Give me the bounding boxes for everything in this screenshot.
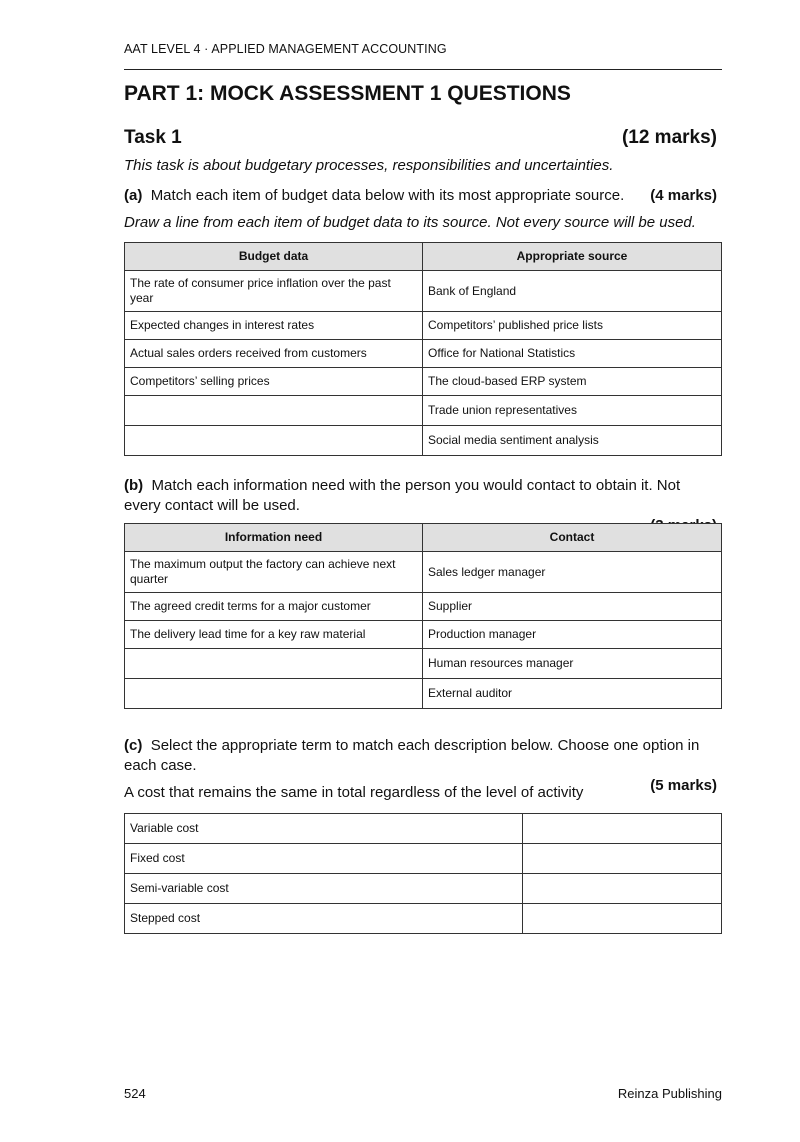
header-rule: [124, 69, 722, 70]
source-cell[interactable]: Bank of England: [423, 271, 722, 312]
selection-cell[interactable]: [523, 814, 722, 844]
source-cell[interactable]: Office for National Statistics: [423, 340, 722, 368]
task-marks: (12 marks): [621, 127, 717, 148]
information-need-cell: [125, 649, 423, 679]
budget-data-cell[interactable]: The rate of consumer price inflation over the past year: [125, 271, 423, 312]
part-a-text: Match each item of budget data below with its most appropriate source.: [150, 187, 625, 204]
source-cell[interactable]: Competitors’ published price lists: [423, 312, 722, 340]
task-heading: [124, 127, 717, 149]
selection-cell[interactable]: [523, 904, 722, 934]
table-header-row: [125, 524, 722, 552]
part-a-instruction: Draw a line from each item of budget data to its source. Not every source will be used.: [124, 214, 696, 231]
part-c-letter: (c): [124, 737, 143, 754]
budget-data-cell[interactable]: Competitors’ selling prices: [125, 368, 423, 396]
table-row: [125, 679, 722, 709]
table-row: [125, 271, 722, 312]
contact-cell[interactable]: External auditor: [423, 679, 722, 709]
table-row: [125, 621, 722, 649]
part-c-description: A cost that remains the same in total regardless of the level of activity: [124, 784, 584, 801]
part-c-marks: (5 marks): [650, 777, 717, 794]
budget-data-cell[interactable]: Actual sales orders received from customers: [125, 340, 423, 368]
column-header: Contact: [423, 524, 722, 552]
column-header: Budget data: [125, 243, 423, 271]
term-option[interactable]: Semi-variable cost: [125, 874, 523, 904]
publisher-name: Reinza Publishing: [617, 1086, 722, 1101]
table-row: [125, 593, 722, 621]
information-need-table: [124, 523, 722, 709]
table-row: [125, 649, 722, 679]
table-row: [125, 904, 722, 934]
task-intro: This task is about budgetary processes, responsibilities and uncertainties.: [124, 157, 614, 174]
information-need-cell[interactable]: The maximum output the factory can achieve next quarter: [125, 552, 423, 593]
task-title: Task 1: [124, 127, 182, 148]
selection-cell[interactable]: [523, 874, 722, 904]
part-title: PART 1: MOCK ASSESSMENT 1 QUESTIONS: [124, 82, 571, 105]
contact-cell[interactable]: Supplier: [423, 593, 722, 621]
column-header: Information need: [125, 524, 423, 552]
information-need-cell: [125, 679, 423, 709]
part-a-marks: (4 marks): [650, 187, 717, 204]
information-need-cell[interactable]: The agreed credit terms for a major customer: [125, 593, 423, 621]
budget-data-table: [124, 242, 722, 456]
table-row: [125, 340, 722, 368]
table-row: [125, 874, 722, 904]
table-row: [125, 396, 722, 426]
information-need-cell[interactable]: The delivery lead time for a key raw material: [125, 621, 423, 649]
part-b-letter: (b): [124, 477, 144, 494]
budget-data-cell[interactable]: Expected changes in interest rates: [125, 312, 423, 340]
table-row: [125, 814, 722, 844]
table-row: [125, 426, 722, 456]
table-header-row: [125, 243, 722, 271]
part-b-text: Match each information need with the person you would contact to obtain it. Not every contact will be used.: [124, 477, 681, 514]
part-a-letter: (a): [124, 187, 143, 204]
selection-cell[interactable]: [523, 844, 722, 874]
source-cell[interactable]: Trade union representatives: [423, 396, 722, 426]
column-header: Appropriate source: [423, 243, 722, 271]
budget-data-cell: [125, 396, 423, 426]
term-option[interactable]: Stepped cost: [125, 904, 523, 934]
term-selection-table: [124, 813, 722, 934]
table-row: [125, 368, 722, 396]
table-row: [125, 844, 722, 874]
page-number: 524: [124, 1086, 146, 1101]
part-c-text: Select the appropriate term to match each description below. Choose one option in each case.: [124, 737, 700, 774]
source-cell[interactable]: Social media sentiment analysis: [423, 426, 722, 456]
table-row: [125, 552, 722, 593]
term-option[interactable]: Fixed cost: [125, 844, 523, 874]
running-head: AAT LEVEL 4 · APPLIED MANAGEMENT ACCOUNTING: [124, 42, 447, 56]
part-a-question: [124, 186, 717, 206]
source-cell[interactable]: The cloud-based ERP system: [423, 368, 722, 396]
budget-data-cell: [125, 426, 423, 456]
contact-cell[interactable]: Human resources manager: [423, 649, 722, 679]
term-option[interactable]: Variable cost: [125, 814, 523, 844]
table-row: [125, 312, 722, 340]
contact-cell[interactable]: Production manager: [423, 621, 722, 649]
contact-cell[interactable]: Sales ledger manager: [423, 552, 722, 593]
